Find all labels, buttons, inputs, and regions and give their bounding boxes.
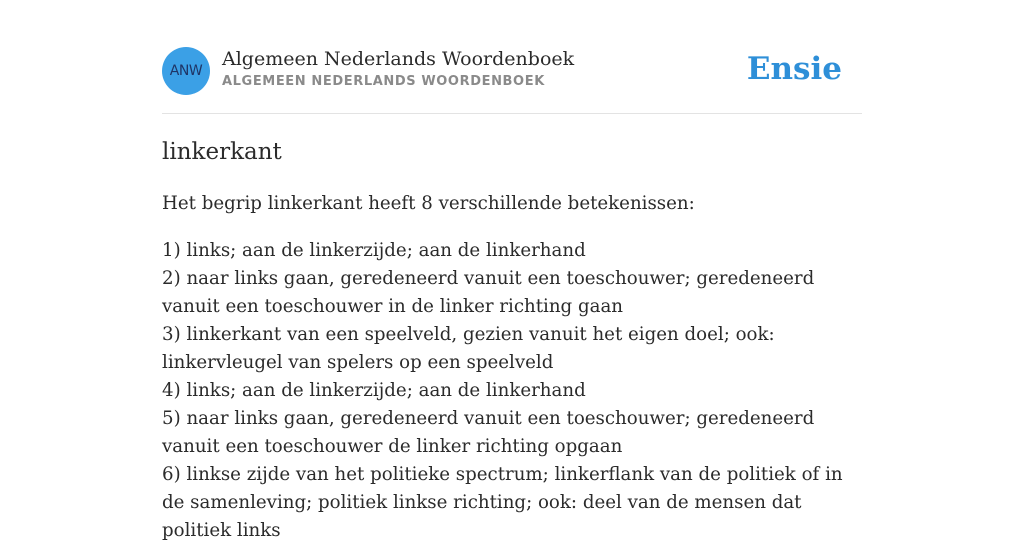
entry-term: linkerkant xyxy=(162,139,282,165)
meaning-item: 4) links; aan de linkerzijde; aan de linkerhand xyxy=(162,380,586,401)
header-divider xyxy=(162,113,862,114)
anw-logo[interactable]: ANW xyxy=(162,47,210,95)
meaning-item: 2) naar links gaan, geredeneerd vanuit een toeschouwer; geredeneerd vanuit een toeschouwer in de linker richting gaan xyxy=(162,268,815,317)
meaning-item: 3) linkerkant van een speelveld, gezien vanuit het eigen doel; ook: linkervleugel van spelers op een speelveld xyxy=(162,324,775,373)
source-header xyxy=(162,47,862,95)
meanings-list xyxy=(162,237,862,545)
meaning-item: 6) linkse zijde van het politieke spectrum; linkerflank van de politiek of in de samenleving; politiek linkse richting; ook: deel van de mensen dat politiek links xyxy=(162,464,843,541)
source-subtitle: ALGEMEEN NEDERLANDS WOORDENBOEK xyxy=(222,74,545,89)
meaning-item: 1) links; aan de linkerzijde; aan de linkerhand xyxy=(162,240,586,261)
entry-intro: Het begrip linkerkant heeft 8 verschillende betekenissen: xyxy=(162,193,695,214)
ensie-brand-link[interactable]: Ensie xyxy=(746,51,842,87)
source-title[interactable]: Algemeen Nederlands Woordenboek xyxy=(222,48,575,70)
meaning-item: 5) naar links gaan, geredeneerd vanuit een toeschouwer; geredeneerd vanuit een toeschouwer de linker richting opgaan xyxy=(162,408,815,457)
